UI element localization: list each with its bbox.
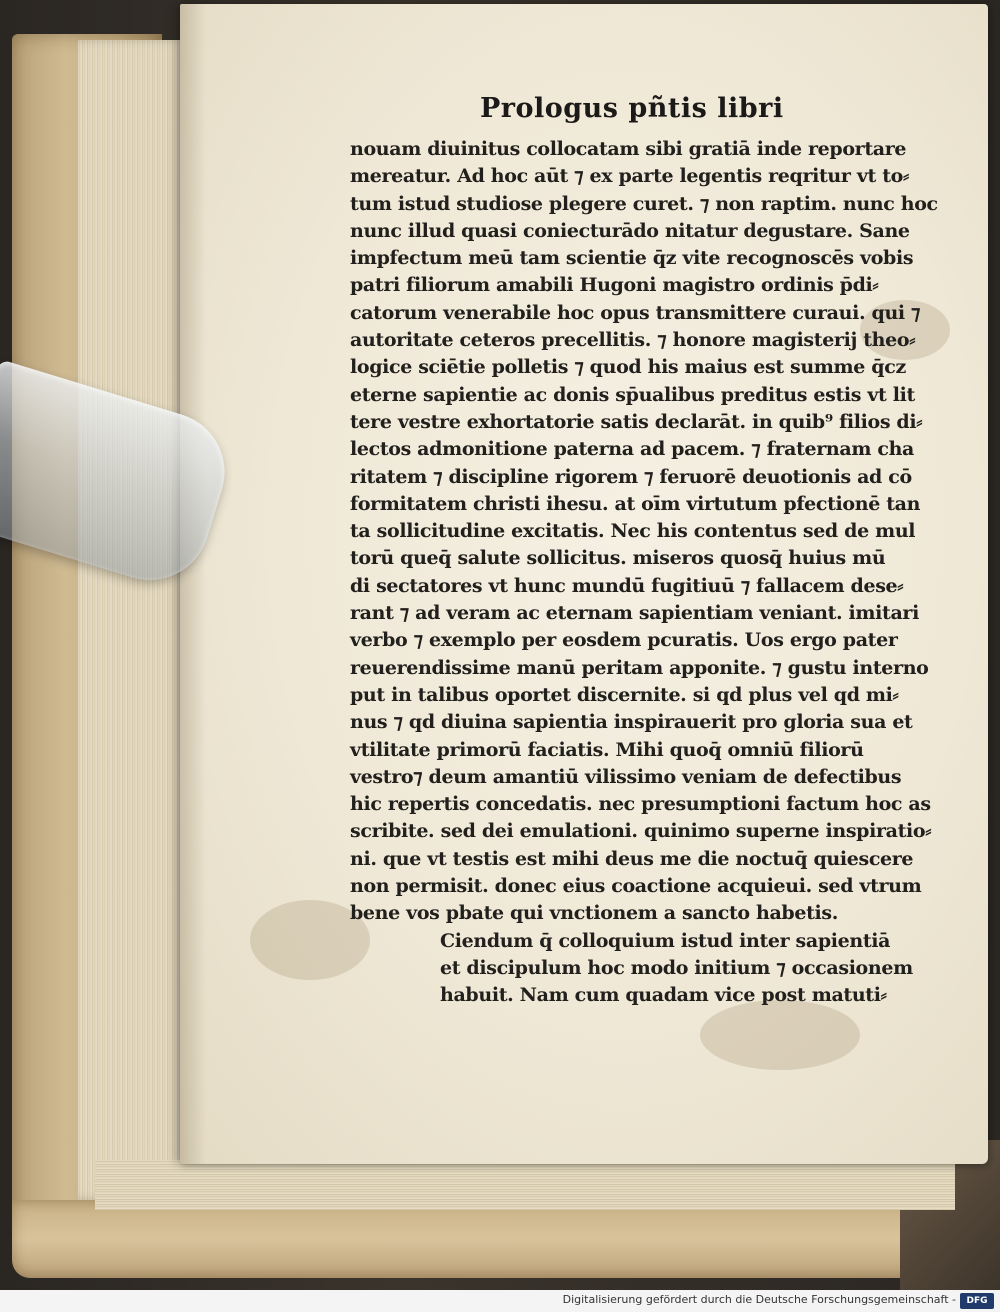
page-stain bbox=[700, 1000, 860, 1070]
text-line: tere vestre exhortatorie satis declarāt. in quib⁹ filios di⸗ bbox=[350, 410, 923, 433]
text-line: hic repertis concedatis. nec presumptioni factum hoc as bbox=[350, 793, 931, 816]
text-line: nunc illud quasi coniecturādo nitatur degustare. Sane bbox=[350, 219, 910, 242]
text-line: verbo ⁊ exemplo per eosdem pcuratis. Uos ergo pater bbox=[350, 629, 898, 652]
text-line: impfectum meū tam scientie q̄z vite recognoscēs vobis bbox=[350, 247, 914, 270]
text-line: tum istud studiose plegere curet. ⁊ non raptim. nunc hoc bbox=[350, 192, 938, 215]
text-line: nus ⁊ qd diuina sapientia inspirauerit pro gloria sua et bbox=[350, 711, 913, 734]
text-line: non permisit. donec eius coactione acquieui. sed vtrum bbox=[350, 875, 922, 898]
page-edges-bottom bbox=[95, 1160, 955, 1210]
page-gutter-shadow bbox=[180, 4, 206, 1164]
text-line-indented: et discipulum hoc modo initium ⁊ occasionem bbox=[440, 956, 913, 979]
text-line: nouam diuinitus collocatam sibi gratiā inde reportare bbox=[350, 138, 907, 160]
text-line: scribite. sed dei emulationi. quinimo superne inspiratio⸗ bbox=[350, 820, 932, 843]
text-line: ni. que vt testis est mihi deus me die noctuq̄ quiescere bbox=[350, 847, 914, 870]
text-line: logice sciētie polletis ⁊ quod his maius est summe q̄cz bbox=[350, 356, 906, 379]
text-line: reuerendissime manū peritam apponite. ⁊ gustu interno bbox=[350, 656, 929, 679]
text-line-indented: Ciendum q̄ colloquium istud inter sapientiā bbox=[440, 929, 891, 952]
text-line: catorum venerabile hoc opus transmittere curaui. qui ⁊ bbox=[350, 301, 921, 324]
text-line: vestro⁊ deum amantiū vilissimo veniam de defectibus bbox=[350, 765, 902, 788]
text-line: ta sollicitudine excitatis. Nec his contentus sed de mul bbox=[350, 520, 916, 543]
text-line: di sectatores vt hunc mundū fugitiuū ⁊ fallacem dese⸗ bbox=[350, 574, 904, 597]
text-block bbox=[350, 136, 938, 1010]
book-cover-bottom bbox=[12, 1200, 917, 1278]
page-heading: Prologus pñtis libri bbox=[480, 93, 784, 124]
text-line: rant ⁊ ad veram ac eternam sapientiam veniant. imitari bbox=[350, 602, 919, 625]
text-line: bene vos pbate qui vnctionem a sancto habetis. bbox=[350, 902, 839, 925]
page-edges-left bbox=[78, 40, 186, 1200]
text-line: vtilitate primorū faciatis. Mihi quoq̄ omniū filiorū bbox=[350, 738, 864, 761]
dfg-logo: DFG bbox=[960, 1293, 994, 1309]
text-line: put in talibus oportet discernite. si qd plus vel qd mi⸗ bbox=[350, 683, 899, 706]
text-line: autoritate ceteros precellitis. ⁊ honore magisterij theo⸗ bbox=[350, 329, 916, 352]
text-line: ritatem ⁊ discipline rigorem ⁊ feruorē deuotionis ad cō bbox=[350, 465, 912, 488]
text-line: lectos admonitione paterna ad pacem. ⁊ fraternam cha bbox=[350, 438, 915, 461]
text-line: mereatur. Ad hoc aūt ⁊ ex parte legentis reqritur vt to⸗ bbox=[350, 165, 909, 188]
text-line: formitatem christi ihesu. at oīm virtutum pfectionē tan bbox=[350, 492, 921, 515]
text-line: torū queq̄ salute sollicitus. miseros quosq̄ huius mū bbox=[350, 547, 886, 570]
text-line: patri filiorum amabili Hugoni magistro ordinis p̄di⸗ bbox=[350, 274, 879, 297]
text-line: eterne sapientie ac donis sp̄ualibus preditus estis vt lit bbox=[350, 383, 915, 406]
footer-credit: Digitalisierung gefördert durch die Deutsche Forschungsgemeinschaft - bbox=[562, 1293, 956, 1306]
text-line-indented: habuit. Nam cum quadam vice post matuti⸗ bbox=[440, 984, 887, 1007]
footer-bar bbox=[0, 1290, 1000, 1312]
